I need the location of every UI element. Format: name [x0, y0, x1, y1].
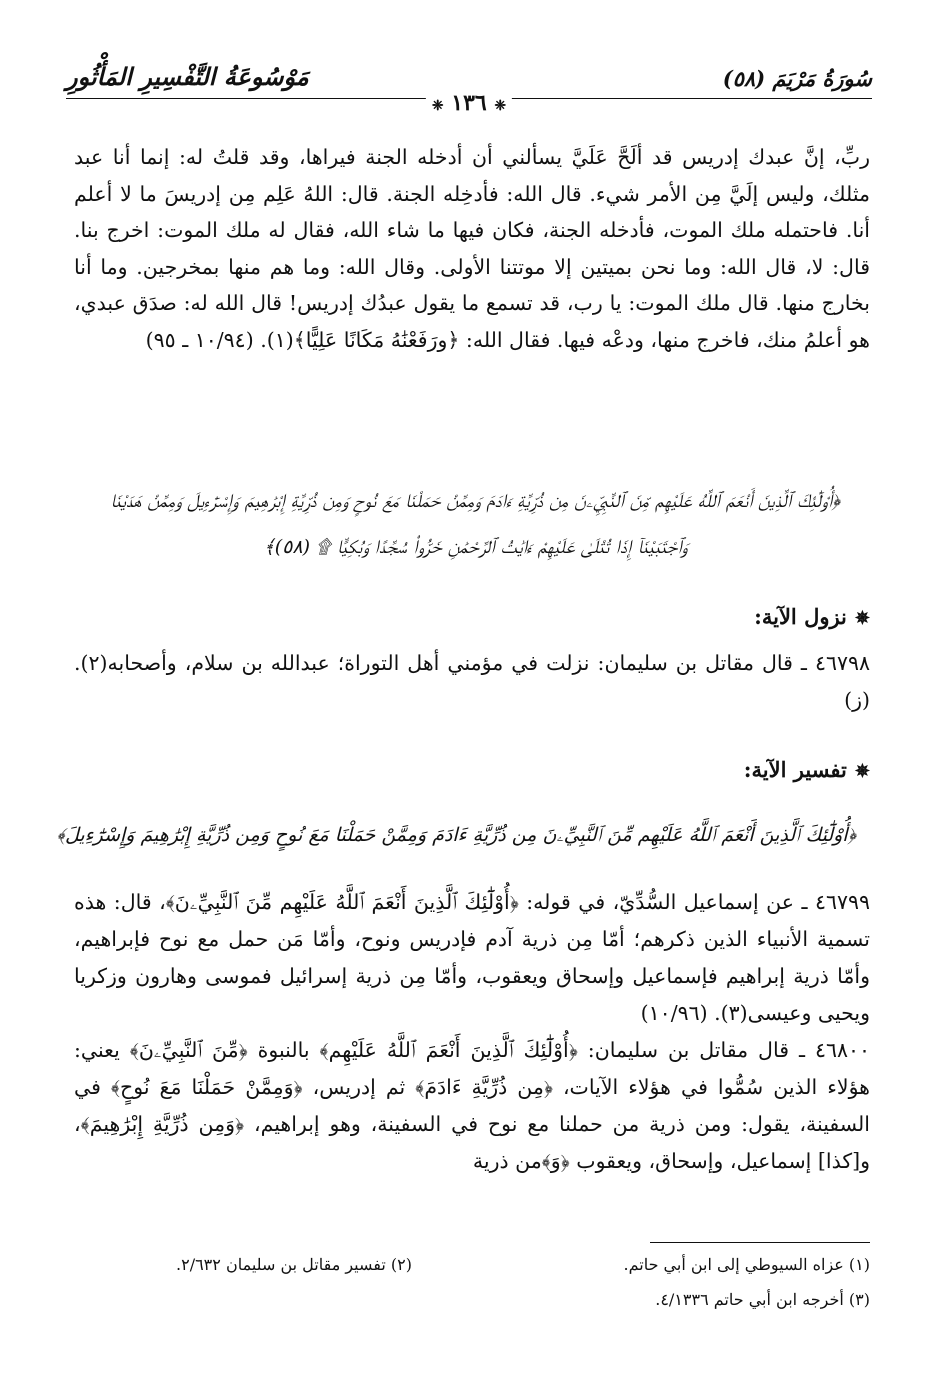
intro-text: ربِّ، إنَّ عبدك إدريس قد ألَحَّ عَلَيَّ يسألني أن أدخله الجنة فيراها، وقد قلتُ له: إنما أنا عبد مثلك، وليس إلَيَّ مِن الأمر شيء. قال الله: فأدخِله الجنة. قال: اللهُ عَلِم مِن إدريسَ ما لا أعلم أنا. فاحتمله ملك الموت، فأدخله الجنة، فكان فيها ما شاء الله، فقال له ملك الموت: اخرج بنا. قال: لا، قال الله: وما نحن بميتين إلا موتتنا الأولى. وقال الله: وما هم منها بمخرجين. وما أنا بخارج منها. قال ملك الموت: يا رب، قد تسمع ما يقول عبدُك إدريس! قال الله له: صدَق عبدي، هو أعلمُ منك، فاخرج منها، ودعْه فيها. فقال الله: ﴿ورَفَعْنَٰهُ مَكَانًا عَلِيًّا﴾(١). (١٠/٩٤ ـ ٩٥) — [74, 145, 870, 352]
surah-title: سُورَةُ مَرْيَمَ (٥٨) — [722, 66, 872, 91]
page-number: ١٣٦ — [451, 90, 487, 116]
ayah-58-full: ﴿أُوْلَٰٓئِكَ ٱلَّذِينَ أَنْعَمَ ٱللَّهُ عَلَيْهِم مِّنَ ٱلنَّبِيِّۦنَ مِن ذُرِّيَّةِ ءَادَمَ وَمِمَّنْ حَمَلْنَا مَعَ نُوحٍ وَمِن ذُرِّيَّةِ إِبْرَٰهِيمَ وَإِسْرَٰٓءِيلَ وَمِمَّنْ هَدَيْنَا وَٱجْتَبَيْنَآ إِذَا تُتْلَىٰ عَلَيْهِمْ ءَايَٰتُ ٱلرَّحْمَٰنِ خَرُّوا۟ سُجَّدًا وَبُكِيًّا ۩ (٥٨)﴾ — [109, 490, 841, 558]
intro-paragraph — [74, 139, 870, 358]
section-nuzul-label: نزول الآية: — [754, 604, 847, 629]
footnote-3: (٣) أخرجه ابن أبي حاتم ٤/١٣٣٦. — [655, 1290, 870, 1309]
ornament-icon: ❈ — [431, 98, 444, 114]
ornament-icon: ❈ — [494, 98, 507, 114]
nuzul-text: ٤٦٧٩٨ ـ قال مقاتل بن سليمان: نزلت في مؤمني أهل التوراة؛ عبدالله بن سلام، وأصحابه(٢). (ز) — [74, 651, 870, 712]
para-46799 — [74, 884, 870, 1032]
ayah-58-partial: ﴿أُوْلَٰٓئِكَ ٱلَّذِينَ أَنْعَمَ ٱللَّهُ عَلَيْهِم مِّنَ ٱلنَّبِيِّۦنَ مِن ذُرِّيَّةِ ءَادَمَ وَمِمَّنْ حَمَلْنَا مَعَ نُوحٍ وَمِن ذُرِّيَّةِ إِبْرَٰهِيمَ وَإِسْرَٰٓءِيلَ﴾ — [56, 824, 856, 846]
star-ornament-icon: ✵ — [854, 761, 870, 782]
page-number-box — [426, 90, 512, 116]
footnote-rule — [650, 1242, 870, 1243]
encyclopedia-title: مَوْسُوعَةُ التَّفْسِيرِ المَأْثُورِ — [66, 62, 309, 91]
section-nuzul-heading — [754, 604, 870, 629]
para-46798 — [74, 645, 870, 719]
footnote-1: (١) عزاه السيوطي إلى ابن أبي حاتم. — [623, 1255, 870, 1274]
section-tafsir-label: تفسير الآية: — [743, 757, 847, 782]
para-46800 — [74, 1032, 870, 1180]
para-46800-text: ٤٦٨٠٠ ـ قال مقاتل بن سليمان: ﴿أُوْلَٰٓئِكَ ٱلَّذِينَ أَنْعَمَ ٱللَّهُ عَلَيْهِم﴾ بالنبوة ﴿مِّنَ ٱلنَّبِيِّۦنَ﴾ يعني: هؤلاء الذين سُمُّوا في هؤلاء الآيات، ﴿مِن ذُرِّيَّةِ ءَادَمَ﴾ ثم إدريس، ﴿وَمِمَّنْ حَمَلْنَا مَعَ نُوحٍ﴾ في السفينة، يقول: ومن ذرية من حملنا مع نوح في السفينة، وهو إبراهيم، ﴿وَمِن ذُرِّيَّةِ إِبْرَٰهِيمَ﴾، و[كذا] إسماعيل، وإسحاق، ويعقوب ﴿وَ﴾من ذرية — [74, 1038, 870, 1173]
star-ornament-icon: ✵ — [854, 608, 870, 629]
page-header — [66, 62, 872, 118]
section-tafsir-heading — [744, 757, 870, 782]
footnote-2: (٢) تفسير مقاتل بن سليمان ٢/٦٣٢. — [176, 1255, 412, 1274]
para-46799-text: ٤٦٧٩٩ ـ عن إسماعيل السُّدِّيّ، في قوله: ﴿أُوْلَٰٓئِكَ ٱلَّذِينَ أَنْعَمَ ٱللَّهُ عَلَيْهِم مِّنَ ٱلنَّبِيِّۦنَ﴾، قال: هذه تسمية الأنبياء الذين ذكرهم؛ أمّا مِن ذرية آدم فإدريس ونوح، وأمّا مَن حمل مع نوح فإبراهيم، وأمّا ذرية إبراهيم فإسماعيل وإسحاق ويعقوب، وأمّا مِن ذرية إسرائيل فموسى وهارون وزكريا ويحيى وعيسى(٣). (١٠/٩٦) — [74, 890, 870, 1025]
